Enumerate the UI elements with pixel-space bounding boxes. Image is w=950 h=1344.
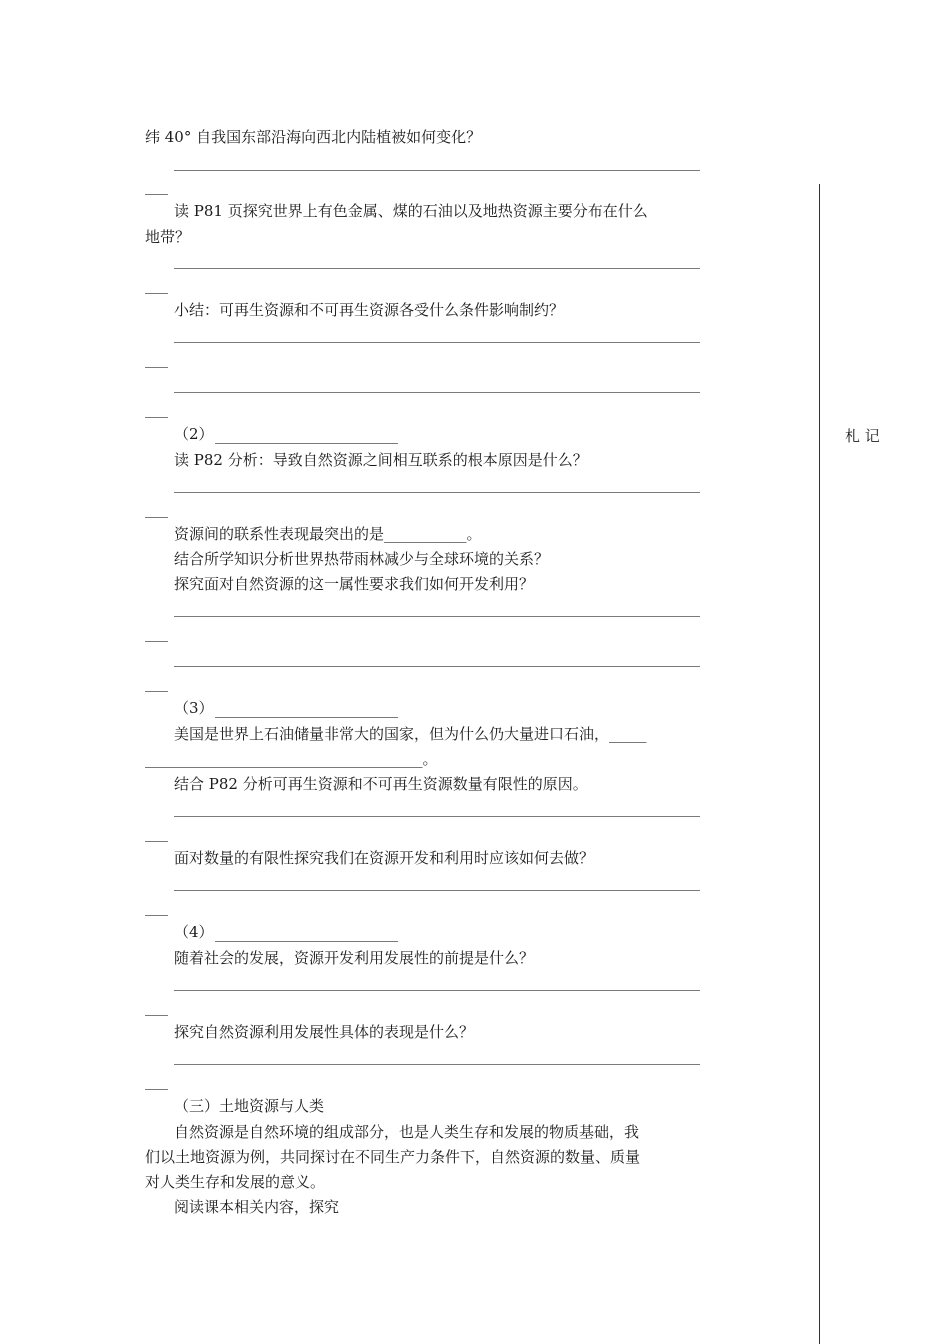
answer-line-end bbox=[145, 841, 168, 842]
section-heading: （三）土地资源与人类 bbox=[174, 1097, 325, 1115]
heading-blank bbox=[215, 941, 398, 942]
answer-line bbox=[174, 616, 700, 617]
question-text: 面对数量的有限性探究我们在资源开发和利用时应该如何去做？ bbox=[174, 849, 595, 867]
answer-line bbox=[174, 1064, 700, 1065]
margin-divider bbox=[819, 184, 820, 1344]
answer-line bbox=[174, 492, 700, 493]
paragraph-text: 自然资源是自然环境的组成部分，也是人类生存和发展的物质基础，我 bbox=[174, 1123, 640, 1141]
answer-line bbox=[174, 170, 700, 171]
section-number: （3） bbox=[174, 699, 214, 717]
question-text: 探究自然资源利用发展性具体的表现是什么？ bbox=[174, 1023, 475, 1041]
answer-line-end bbox=[145, 641, 168, 642]
answer-line bbox=[174, 990, 700, 991]
paragraph-text: 对人类生存和发展的意义。 bbox=[145, 1173, 326, 1191]
heading-blank bbox=[215, 717, 398, 718]
answer-line bbox=[174, 268, 700, 269]
question-text: 美国是世界上石油储量非常大的国家，但为什么仍大量进口石油，_____ bbox=[174, 725, 647, 743]
question-text: 小结：可再生资源和不可再生资源各受什么条件影响制约？ bbox=[174, 301, 565, 319]
heading-blank bbox=[215, 443, 398, 444]
section-number: （4） bbox=[174, 923, 214, 941]
question-text: 探究面对自然资源的这一属性要求我们如何开发利用？ bbox=[174, 575, 535, 593]
answer-line bbox=[174, 890, 700, 891]
question-text: 结合 P82 分析可再生资源和不可再生资源数量有限性的原因。 bbox=[174, 775, 588, 793]
answer-line-end bbox=[145, 691, 168, 692]
answer-line-end bbox=[145, 915, 168, 916]
answer-line bbox=[174, 342, 700, 343]
margin-note: 札 记 bbox=[845, 427, 880, 445]
answer-line bbox=[174, 666, 700, 667]
question-text: 资源间的联系性表现最突出的是___________。 bbox=[174, 525, 482, 543]
answer-line-end bbox=[145, 194, 168, 195]
question-text: 地带？ bbox=[145, 228, 191, 246]
question-text: 随着社会的发展，资源开发利用发展性的前提是什么？ bbox=[174, 949, 535, 967]
answer-line-end bbox=[145, 1015, 168, 1016]
question-text: 结合所学知识分析世界热带雨林减少与全球环境的关系？ bbox=[174, 550, 550, 568]
answer-line-end bbox=[145, 293, 168, 294]
paragraph-text: 阅读课本相关内容，探究 bbox=[174, 1198, 340, 1216]
question-text: 读 P81 页探究世界上有色金属、煤的石油以及地热资源主要分布在什么 bbox=[174, 202, 648, 220]
question-text: 纬 40° 自我国东部沿海向西北内陆植被如何变化？ bbox=[145, 128, 482, 146]
question-text: 读 P82 分析：导致自然资源之间相互联系的根本原因是什么？ bbox=[174, 451, 588, 469]
paragraph-text: 们以土地资源为例，共同探讨在不同生产力条件下，自然资源的数量、质量 bbox=[145, 1148, 641, 1166]
section-number: （2） bbox=[174, 425, 214, 443]
answer-line-end bbox=[145, 417, 168, 418]
answer-line bbox=[174, 392, 700, 393]
answer-line-end bbox=[145, 517, 168, 518]
question-text: _____________________________________。 bbox=[145, 750, 438, 768]
answer-line-end bbox=[145, 367, 168, 368]
answer-line bbox=[174, 816, 700, 817]
answer-line-end bbox=[145, 1089, 168, 1090]
